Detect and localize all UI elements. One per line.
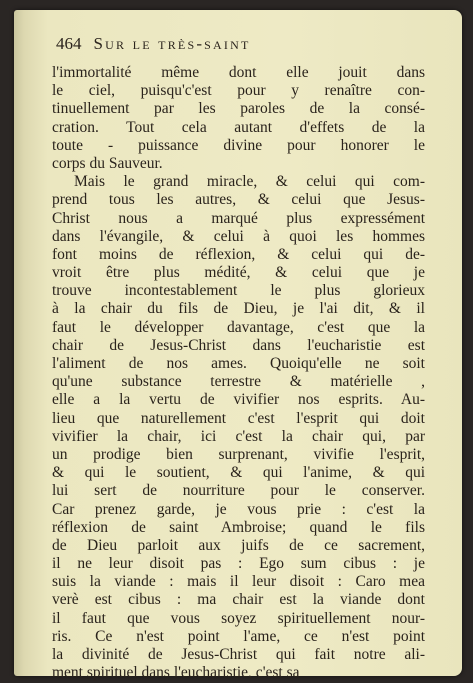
text-line: vroit être plus médité, & celui que je <box>52 264 425 282</box>
text-line: ris. Ce n'est point l'ame, ce n'est point <box>52 627 425 645</box>
text-line: trouve incontestablement le plus glorieux <box>52 282 425 300</box>
text-line: tinuellement par les paroles de la consé- <box>52 100 425 118</box>
text-line: il ne leur disoit pas : Ego sum cibus : je <box>52 555 425 573</box>
text-line: qu'une substance terrestre & matérielle , <box>52 373 425 391</box>
body-text <box>52 64 425 682</box>
text-line: prend tous les autres, & celui que Jesus- <box>52 191 425 209</box>
text-line: l'aliment de nos ames. Quoiqu'elle ne soit <box>52 355 425 372</box>
text-line: l'immortalité même dont elle jouit dans <box>52 64 425 81</box>
text-line: Mais le grand miracle, & celui qui com- <box>74 173 425 191</box>
text-line: faut le développer davantage, c'est que la <box>52 318 425 336</box>
text-line: de Dieu parloit aux juifs de ce sacrement, <box>52 536 425 554</box>
text-line: toute - puissance divine pour honorer le <box>52 136 425 154</box>
running-head <box>56 34 426 54</box>
text-line: & qui le soutient, & qui l'anime, & qui <box>52 464 425 482</box>
text-line: corps du Sauveur. <box>52 154 163 172</box>
text-line: vivifier la chair, ici c'est la chair qui, par <box>52 427 425 445</box>
text-line: verè est cibus : ma chair est la viande dont <box>52 591 425 609</box>
text-line: Car prenez garde, je vous prie : c'est la <box>52 500 425 518</box>
text-line: réflexion de saint Ambroise; quand le fils <box>52 518 425 536</box>
text-line: la divinité de Jesus-Christ qui fait notre ali- <box>52 646 425 663</box>
text-line: ment spirituel dans l'eucharistie, c'est sa <box>52 664 300 682</box>
text-line: suis la viande : mais il leur disoit : Caro mea <box>52 573 425 591</box>
text-line: cration. Tout cela autant d'effets de la <box>52 118 425 136</box>
text-line: à la chair du fils de Dieu, je l'ai dit, & il <box>52 300 425 318</box>
page-number: 464 <box>56 34 82 53</box>
text-line: elle a la vertu de vivifier nos esprits. Au- <box>52 391 425 409</box>
running-title: Sur le très-saint <box>93 34 251 53</box>
text-line: un prodige bien surprenant, vivifie l'esprit, <box>52 445 425 463</box>
text-line: font moins de réflexion, & celui qui de- <box>52 245 425 263</box>
text-line: lui sert de nourriture pour le conserver. <box>52 482 425 500</box>
text-line: le ciel, puisqu'c'est pour y renaître con- <box>52 82 425 100</box>
text-line: lieu que naturellement c'est l'esprit qui doit <box>52 409 425 427</box>
text-line: dans l'évangile, & celui à quoi les hommes <box>52 227 425 245</box>
text-line: chair de Jesus-Christ dans l'eucharistie est <box>52 336 425 354</box>
text-line: il faut que vous soyez spirituellement nour- <box>52 609 425 627</box>
text-line: Christ nous a marqué plus expressément <box>52 209 425 227</box>
